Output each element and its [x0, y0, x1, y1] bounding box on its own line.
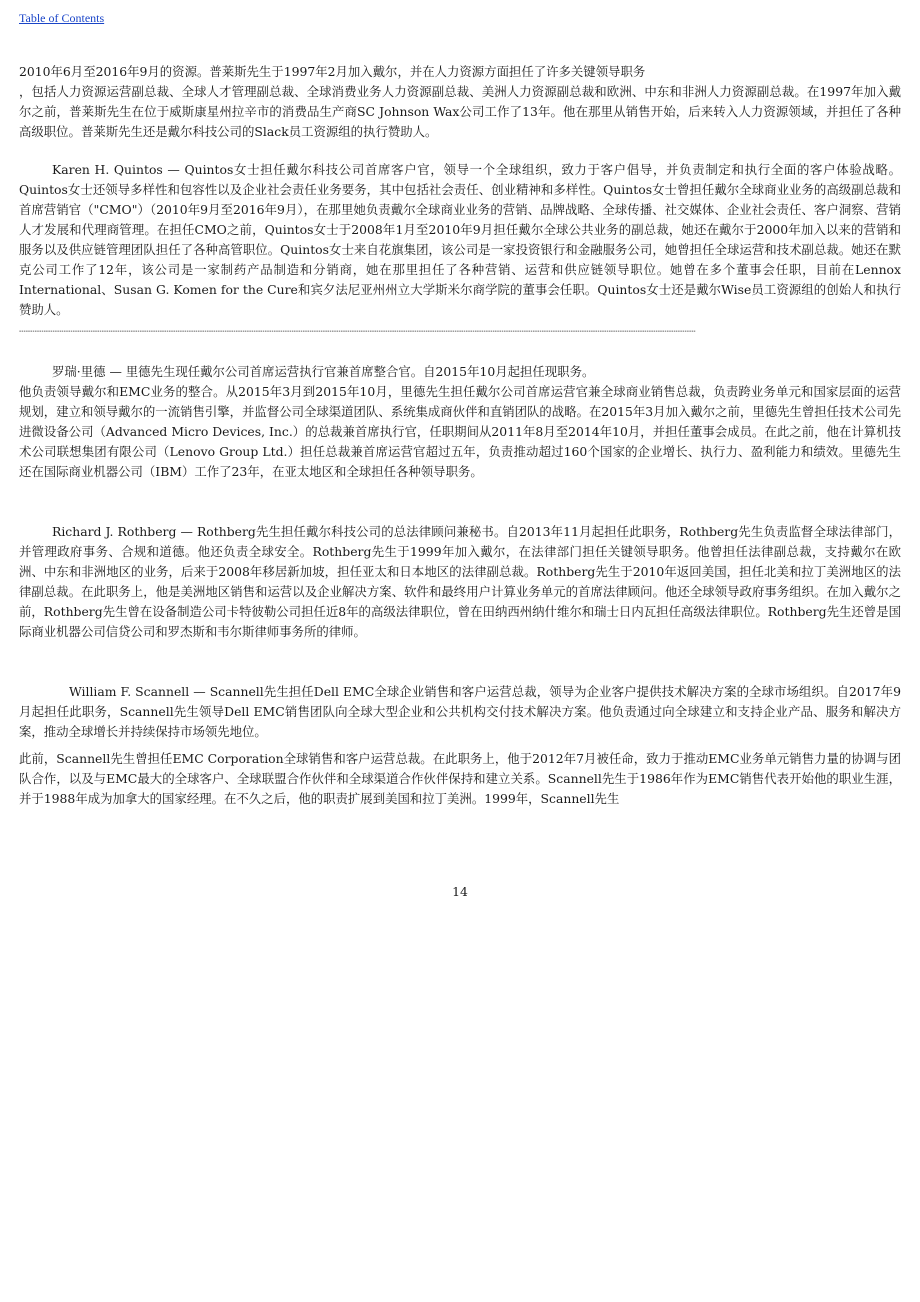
- document-body: [19, 62, 901, 809]
- scannell-bio-part-1: William F. Scannell — Scannell先生担任Dell EMC全球企业销售和客户运营总裁，领导为企业客户提供技术解决方案的全球市场组织。自2017年9月起担任此职务，Scannell先生领导Dell EMC销售团队向全球大型企业和公共机构交付技术解决方案。他负责通过向全球建立和支持企业产品、服务和解决方案，推动全球增长并持续保持市场领先地位。: [19, 684, 901, 739]
- prus-bio-continued: ，包括人力资源运营副总裁、全球人才管理副总裁、全球消费业务人力资源副总裁、美洲人力资源副总裁和欧洲、中东和非洲人力资源副总裁。在1997年加入戴尔之前，普莱斯先生在位于威斯康星州拉辛市的消费品生产商SC Johnson Wax公司工作了13年。他在那里从销售开始，后来转入人力资源领域，并担任了各种高级职位。普莱斯先生还是戴尔科技公司的Slack员工资源组的执行赞助人。: [19, 84, 901, 139]
- faint-text-line: ▪▪▪▪▪▪▪▪▪▪▪▪▪▪▪▪▪▪▪▪▪▪▪▪▪▪▪▪▪▪▪▪▪▪▪▪▪▪▪▪▪▪▪▪▪▪▪▪▪▪▪▪▪▪▪▪▪▪▪▪▪▪▪▪▪▪▪▪▪▪▪▪▪▪▪▪▪▪▪▪▪▪▪▪▪▪▪▪▪▪▪▪▪▪▪▪▪▪▪▪▪▪▪▪▪▪▪▪▪▪▪▪▪▪▪▪▪▪▪▪▪▪▪▪▪▪▪▪▪▪▪▪▪▪▪▪▪▪▪▪▪▪▪▪▪▪▪▪▪▪▪▪▪▪▪▪▪▪▪▪▪▪▪▪▪▪▪▪▪▪▪▪▪▪▪▪▪▪▪▪▪▪▪▪▪▪▪▪▪▪▪▪▪▪▪▪▪▪▪▪▪▪▪▪▪▪▪▪▪▪▪▪▪▪▪▪▪▪▪▪▪▪▪▪▪▪▪▪▪▪▪▪▪▪▪▪▪▪▪▪▪▪▪▪▪▪▪▪▪▪▪▪▪▪▪▪▪▪▪▪▪▪▪▪▪▪▪▪▪▪▪▪▪▪▪▪▪▪▪▪▪▪▪▪▪▪▪▪▪▪▪▪▪▪▪▪▪▪▪▪▪▪▪: [19, 329, 696, 333]
- rothberg-bio: Richard J. Rothberg — Rothberg先生担任戴尔科技公司的总法律顾问兼秘书。自2013年11月起担任此职务，Rothberg先生负责监督全球法律部门，并管理政府事务、合规和道德。他还负责全球安全。Rothberg先生于1999年加入戴尔，在法律部门担任关键领导职务。他曾担任法律副总裁，支持戴尔在欧洲、中东和非洲地区的业务，后来于2008年移居新加坡，担任亚太和日本地区的法律副总裁。Rothberg先生于2010年返回美国，担任北美和拉丁美洲地区的法律副总裁。在此职务上，他是美洲地区销售和运营以及企业解决方案、软件和最终用户计算业务单元的首席法律顾问。他还全球领导政府事务组织。在加入戴尔之前，Rothberg先生曾在设备制造公司卡特彼勒公司担任近8年的高级法律职位，曾在田纳西州纳什维尔和瑞士日内瓦担任高级法律职位。Rothberg先生还曾是国际商业机器公司信贷公司和罗杰斯和韦尔斯律师事务所的律师。: [19, 524, 901, 639]
- quintos-bio: Karen H. Quintos — Quintos女士担任戴尔科技公司首席客户官，领导一个全球组织，致力于客户倡导，并负责制定和执行全面的客户体验战略。Quintos女士还领导多样性和包容性以及企业社会责任业务要务，其中包括社会责任、创业精神和多样性。Quintos女士曾担任戴尔全球商业业务的高级副总裁和首席营销官（"CMO"）（2010年9月至2016年9月），在那里她负责戴尔全球商业业务的营销、品牌战略、全球传播、社交媒体、企业社会责任、客户洞察、营销人才发展和代理商管理。在担任CMO之前，Quintos女士于2008年1月至2010年9月担任戴尔全球公共业务的副总裁，她还在戴尔于2000年加入以来的营销和服务以及供应链管理团队担任了各种高管职位。Quintos女士来自花旗集团，该公司是一家投资银行和金融服务公司，她曾担任全球运营和技术副总裁。她还在默克公司工作了12年，该公司是一家制药产品制造和分销商，她在那里担任了各种营销、运营和供应链领导职位。她曾在多个董事会任职，目前在Lennox International、Susan G. Komen for the Cure和宾夕法尼亚州州立大学斯米尔商学院的董事会任职。Quintos女士还是戴尔Wise员工资源组的创始人和执行赞助人。: [19, 162, 901, 317]
- prus-bio-continued-line-1: 2010年6月至2016年9月的资源。普莱斯先生于1997年2月加入戴尔，并在人力资源方面担任了许多关键领导职务: [19, 64, 646, 79]
- scannell-bio-part-2: 此前，Scannell先生曾担任EMC Corporation全球销售和客户运营总裁。在此职务上，他于2012年7月被任命，致力于推动EMC业务单元销售力量的协调与团队合作，以及与EMC最大的全球客户、全球联盟合作伙伴和全球渠道合作伙伴保持和建立关系。Scannell先生于1986年作为EMC销售代表开始他的职业生涯，并于1988年成为加拿大的国家经理。在不久之后，他的职责扩展到美国和拉丁美洲。1999年，Scannell先生: [19, 751, 901, 806]
- rhode-bio-heading: 罗瑞·里德 — 里德先生现任戴尔公司首席运营执行官兼首席整合官。自2015年10月起担任现职务。: [52, 364, 595, 379]
- rhode-bio: 他负责领导戴尔和EMC业务的整合。从2015年3月到2015年10月，里德先生担任戴尔公司首席运营官兼全球商业销售总裁，负责跨业务单元和国家层面的运营规划，建立和领导戴尔的一流销售引擎，并监督公司全球渠道团队、系统集成商伙伴和直销团队的战略。在2015年3月加入戴尔之前，里德先生曾担任技术公司先进微设备公司（Advanced Micro Devices, Inc.）的总裁兼首席执行官，任职期间从2011年8月至2014年10月，并担任董事会成员。在此之前，他在计算机技术公司联想集团有限公司（Lenovo Group Ltd.）担任总裁兼首席运营官超过五年，负责推动超过160个国家的企业增长、执行力、盈利能力和绩效。里德先生还在国际商业机器公司（IBM）工作了23年，在亚太地区和全球担任各种领导职务。: [19, 384, 901, 479]
- page-number: 14: [452, 884, 468, 899]
- table-of-contents-link[interactable]: Table of Contents: [19, 11, 105, 25]
